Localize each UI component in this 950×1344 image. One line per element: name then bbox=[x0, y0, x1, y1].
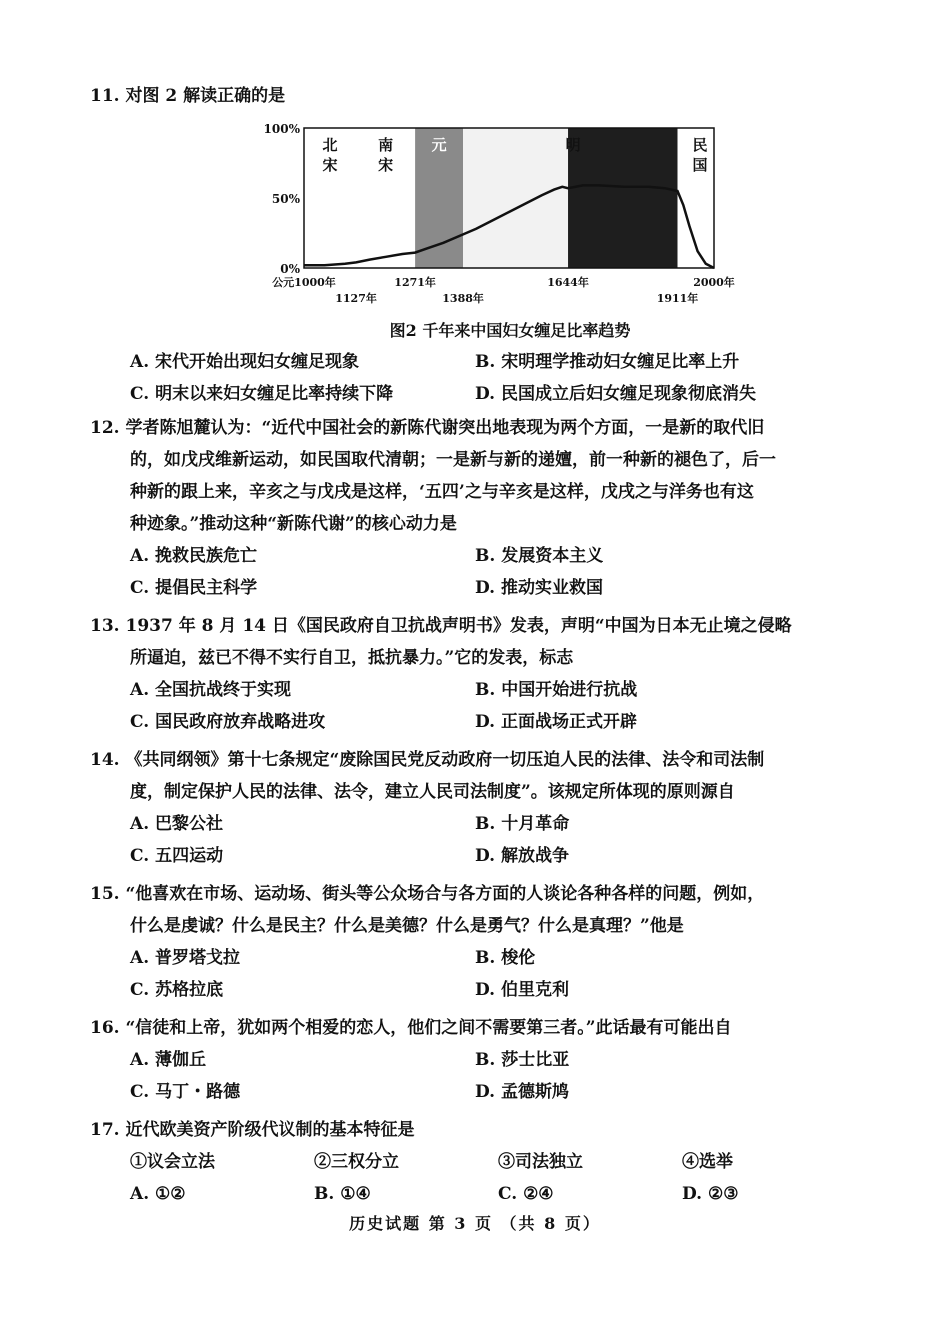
question-stem bbox=[90, 1012, 920, 1044]
era-label: 宋 bbox=[378, 156, 394, 174]
question-16 bbox=[90, 1012, 920, 1108]
question-text-line: 学者陈旭麓认为：“近代中国社会的新陈代谢突出地表现为两个方面，一是新的取代旧 bbox=[125, 418, 765, 438]
x-tick-label: 2000年 bbox=[693, 276, 735, 289]
era-band bbox=[565, 128, 677, 268]
x-tick-label: 1271年 bbox=[394, 276, 436, 289]
question-text-line: 的，如戊戌维新运动，如民国取代清朝；一是新与新的递嬗，前一种新的褪色了，后一 bbox=[130, 450, 776, 470]
question-stem bbox=[90, 412, 920, 444]
option-c[interactable]: C. 马丁・路德 bbox=[130, 1082, 241, 1102]
question-12 bbox=[90, 412, 920, 604]
x-tick-label: 1388年 bbox=[442, 292, 484, 305]
question-text-line: 什么是虔诚？什么是民主？什么是美德？什么是勇气？什么是真理？”他是 bbox=[130, 916, 684, 936]
question-text-line: 《共同纲领》第十七条规定“废除国民党反动政府一切压迫人民的法律、法令和司法制 bbox=[125, 750, 765, 770]
question-11-options bbox=[90, 346, 920, 410]
options-grid bbox=[90, 942, 920, 1006]
option-b[interactable]: B. 发展资本主义 bbox=[475, 546, 604, 566]
statement-item: ①议会立法 bbox=[130, 1152, 215, 1172]
option-b[interactable]: B. 莎士比亚 bbox=[475, 1050, 570, 1070]
question-stem bbox=[90, 878, 920, 910]
statement-item: ②三权分立 bbox=[314, 1152, 399, 1172]
option-d[interactable]: D. 正面战场正式开辟 bbox=[475, 712, 637, 732]
option-a[interactable]: A. ①② bbox=[130, 1184, 186, 1204]
option-a[interactable]: A. 普罗塔戈拉 bbox=[130, 948, 241, 968]
era-label: 宋 bbox=[322, 156, 338, 174]
option-c[interactable]: C. 国民政府放弃战略进攻 bbox=[130, 712, 326, 732]
question-number: 15. bbox=[90, 884, 120, 904]
x-tick-label: 公元1000年 bbox=[272, 276, 336, 289]
option-a[interactable]: A. 巴黎公社 bbox=[130, 814, 224, 834]
era-label: 北 bbox=[322, 136, 338, 154]
options-grid bbox=[90, 674, 920, 738]
x-tick-label: 1911年 bbox=[656, 292, 699, 305]
y-tick-label: 50% bbox=[271, 192, 300, 206]
question-number: 14. bbox=[90, 750, 120, 770]
option-d[interactable]: D. 民国成立后妇女缠足现象彻底消失 bbox=[475, 384, 756, 404]
option-b[interactable]: B. ①④ bbox=[314, 1184, 371, 1204]
option-d[interactable]: D. ②③ bbox=[682, 1184, 739, 1204]
question-text-line: 种迹象。”推动这种“新陈代谢”的核心动力是 bbox=[130, 514, 457, 534]
option-a[interactable]: A. 挽救民族危亡 bbox=[130, 546, 258, 566]
era-label: 民 bbox=[692, 136, 708, 154]
option-d[interactable]: D. 推动实业救国 bbox=[475, 578, 603, 598]
question-text-line: 所逼迫，兹已不得不实行自卫，抵抗暴力。”它的发表，标志 bbox=[130, 648, 574, 668]
question-text: 对图 2 解读正确的是 bbox=[125, 86, 286, 106]
option-c[interactable]: C. 提倡民主科学 bbox=[130, 578, 258, 598]
option-b[interactable]: B. 宋明理学推动妇女缠足比率上升 bbox=[475, 352, 740, 372]
question-number: 16. bbox=[90, 1018, 120, 1038]
figure-caption: 图2 千年来中国妇女缠足比率趋势 bbox=[389, 321, 631, 340]
option-a[interactable]: A. 全国抗战终于实现 bbox=[130, 680, 292, 700]
era-label: 明 bbox=[565, 136, 581, 154]
question-11 bbox=[90, 80, 920, 112]
question-stem bbox=[90, 80, 920, 112]
question-text-line: “信徒和上帝，犹如两个相爱的恋人，他们之间不需要第三者。”此话最有可能出自 bbox=[125, 1018, 732, 1038]
page-footer: 历史试题 第 3 页 （共 8 页） bbox=[349, 1214, 601, 1233]
y-tick-label: 0% bbox=[280, 262, 300, 276]
line-chart bbox=[260, 118, 760, 313]
option-b[interactable]: B. 十月革命 bbox=[475, 814, 570, 834]
option-a[interactable]: A. 宋代开始出现妇女缠足现象 bbox=[130, 352, 360, 372]
question-number: 17. bbox=[90, 1120, 120, 1140]
question-number: 11. bbox=[90, 86, 120, 106]
era-band bbox=[463, 128, 568, 268]
options-grid bbox=[90, 540, 920, 604]
statement-items bbox=[90, 1146, 920, 1178]
question-13 bbox=[90, 610, 920, 738]
option-d[interactable]: D. 解放战争 bbox=[475, 846, 569, 866]
question-text-line: “他喜欢在市场、运动场、街头等公众场合与各方面的人谈论各种各样的问题，例如， bbox=[125, 884, 765, 904]
figure-2 bbox=[260, 118, 760, 348]
question-text-line: 1937 年 8 月 14 日《国民政府自卫抗战声明书》发表，声明“中国为日本无止境之侵略 bbox=[125, 616, 792, 636]
question-number: 12. bbox=[90, 418, 120, 438]
option-d[interactable]: D. 伯里克利 bbox=[475, 980, 569, 1000]
question-17 bbox=[90, 1114, 920, 1210]
option-d[interactable]: D. 孟德斯鸠 bbox=[475, 1082, 569, 1102]
y-tick-label: 100% bbox=[263, 122, 300, 136]
options-grid bbox=[90, 1178, 920, 1210]
x-tick-label: 1644年 bbox=[547, 276, 589, 289]
question-15 bbox=[90, 878, 920, 1006]
options-grid bbox=[90, 808, 920, 872]
question-stem bbox=[90, 744, 920, 776]
statement-item: ③司法独立 bbox=[498, 1152, 583, 1172]
option-a[interactable]: A. 薄伽丘 bbox=[130, 1050, 207, 1070]
options-grid bbox=[90, 346, 920, 410]
option-b[interactable]: B. 中国开始进行抗战 bbox=[475, 680, 638, 700]
question-text-line: 度，制定保护人民的法律、法令，建立人民司法制度”。该规定所体现的原则源自 bbox=[130, 782, 735, 802]
option-b[interactable]: B. 梭伦 bbox=[475, 948, 536, 968]
option-c[interactable]: C. ②④ bbox=[498, 1184, 554, 1204]
era-label: 南 bbox=[378, 136, 394, 154]
option-c[interactable]: C. 明末以来妇女缠足比率持续下降 bbox=[130, 384, 394, 404]
era-label: 元 bbox=[431, 136, 447, 154]
question-number: 13. bbox=[90, 616, 120, 636]
option-c[interactable]: C. 五四运动 bbox=[130, 846, 224, 866]
question-text-line: 种新的跟上来，辛亥之与戊戌是这样，‘五四’之与辛亥是这样，戊戌之与洋务也有这 bbox=[130, 482, 754, 502]
statement-item: ④选举 bbox=[682, 1152, 733, 1172]
x-tick-label: 1127年 bbox=[335, 292, 377, 305]
options-grid bbox=[90, 1044, 920, 1108]
question-stem bbox=[90, 610, 920, 642]
question-stem bbox=[90, 1114, 920, 1146]
question-text-line: 近代欧美资产阶级代议制的基本特征是 bbox=[125, 1120, 415, 1140]
era-label: 国 bbox=[692, 156, 708, 174]
option-c[interactable]: C. 苏格拉底 bbox=[130, 980, 224, 1000]
question-14 bbox=[90, 744, 920, 872]
